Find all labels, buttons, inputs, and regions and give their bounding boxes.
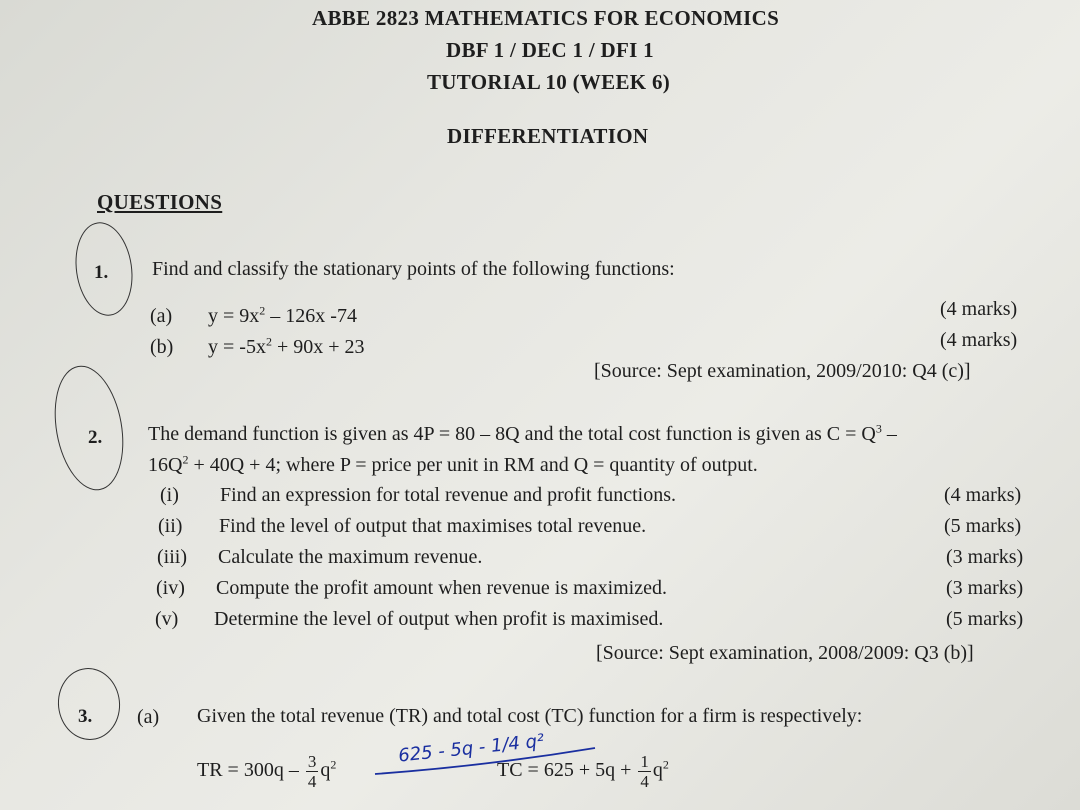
q1a-marks: (4 marks) <box>940 298 1018 320</box>
q1b-label: (b) <box>150 336 174 358</box>
q1b-marks: (4 marks) <box>940 329 1018 351</box>
q2i-label: (i) <box>160 484 179 506</box>
q2ii-label: (ii) <box>158 515 183 537</box>
q3-number: 3. <box>78 706 93 727</box>
q2v-label: (v) <box>155 608 179 630</box>
q2-line1: The demand function is given as 4P = 80 – 8Q and the total cost function is given as $C = Q^3$ – <box>148 421 897 445</box>
q2iii-label: (iii) <box>157 546 187 568</box>
q1-text: Find and classify the stationary points of the following functions: <box>152 258 675 280</box>
q2ii-text: Find the level of output that maximises total revenue. <box>219 515 647 537</box>
q2i-text: Find an expression for total revenue and profit functions. <box>220 484 676 506</box>
q2ii-marks: (5 marks) <box>944 515 1022 537</box>
q2v-text: Determine the level of output when profit is maximised. <box>214 608 664 630</box>
q2-number: 2. <box>88 427 103 448</box>
q3a-label: (a) <box>137 706 160 728</box>
q1a-label: (a) <box>150 305 173 327</box>
q3-handdrawn-circle <box>54 665 123 743</box>
topic-title: DIFFERENTIATION <box>447 124 649 148</box>
q1-number: 1. <box>94 262 109 283</box>
q2iii-text: Calculate the maximum revenue. <box>218 546 483 568</box>
q2iv-label: (iv) <box>156 577 185 599</box>
q2v-marks: (5 marks) <box>946 608 1024 630</box>
q1-source: [Source: Sept examination, 2009/2010: Q4 (c)] <box>594 360 971 382</box>
q2-source: [Source: Sept examination, 2008/2009: Q3 (b)] <box>596 642 974 664</box>
q1a-equation: $y = 9x^2 - 126x$ -74 <box>208 303 357 327</box>
tr-function: TR = 300q – $\frac{3}{4}$ $q^2$ <box>197 752 337 791</box>
handwritten-note: 625 - 5q - 1/4 q² <box>397 730 546 767</box>
q2-line2: $16Q^2 + 40Q + 4$; where P = price per unit in RM and Q = quantity of output. <box>148 452 758 476</box>
tc-function: TC = 625 + 5q + $\frac{1}{4}$ $q^2$ <box>497 752 669 791</box>
q2iv-text: Compute the profit amount when revenue is maximized. <box>216 577 667 599</box>
section-title: QUESTIONS <box>97 190 223 214</box>
q3a-text: Given the total revenue (TR) and total cost (TC) function for a firm is respectively: <box>197 705 863 727</box>
tutorial-title: TUTORIAL 10 (WEEK 6) <box>427 70 671 94</box>
tr-fraction: $\frac{3}{4}$ <box>307 752 317 791</box>
q2iv-marks: (3 marks) <box>946 577 1024 599</box>
course-title: ABBE 2823 MATHEMATICS FOR ECONOMICS <box>312 6 780 30</box>
tc-fraction: $\frac{1}{4}$ <box>640 752 649 791</box>
course-groups: DBF 1 / DEC 1 / DFI 1 <box>446 38 654 62</box>
q2i-marks: (4 marks) <box>944 484 1022 506</box>
q1b-equation: $y = -5x^2 + 90x + 23$ <box>208 334 365 358</box>
q2iii-marks: (3 marks) <box>946 546 1024 568</box>
